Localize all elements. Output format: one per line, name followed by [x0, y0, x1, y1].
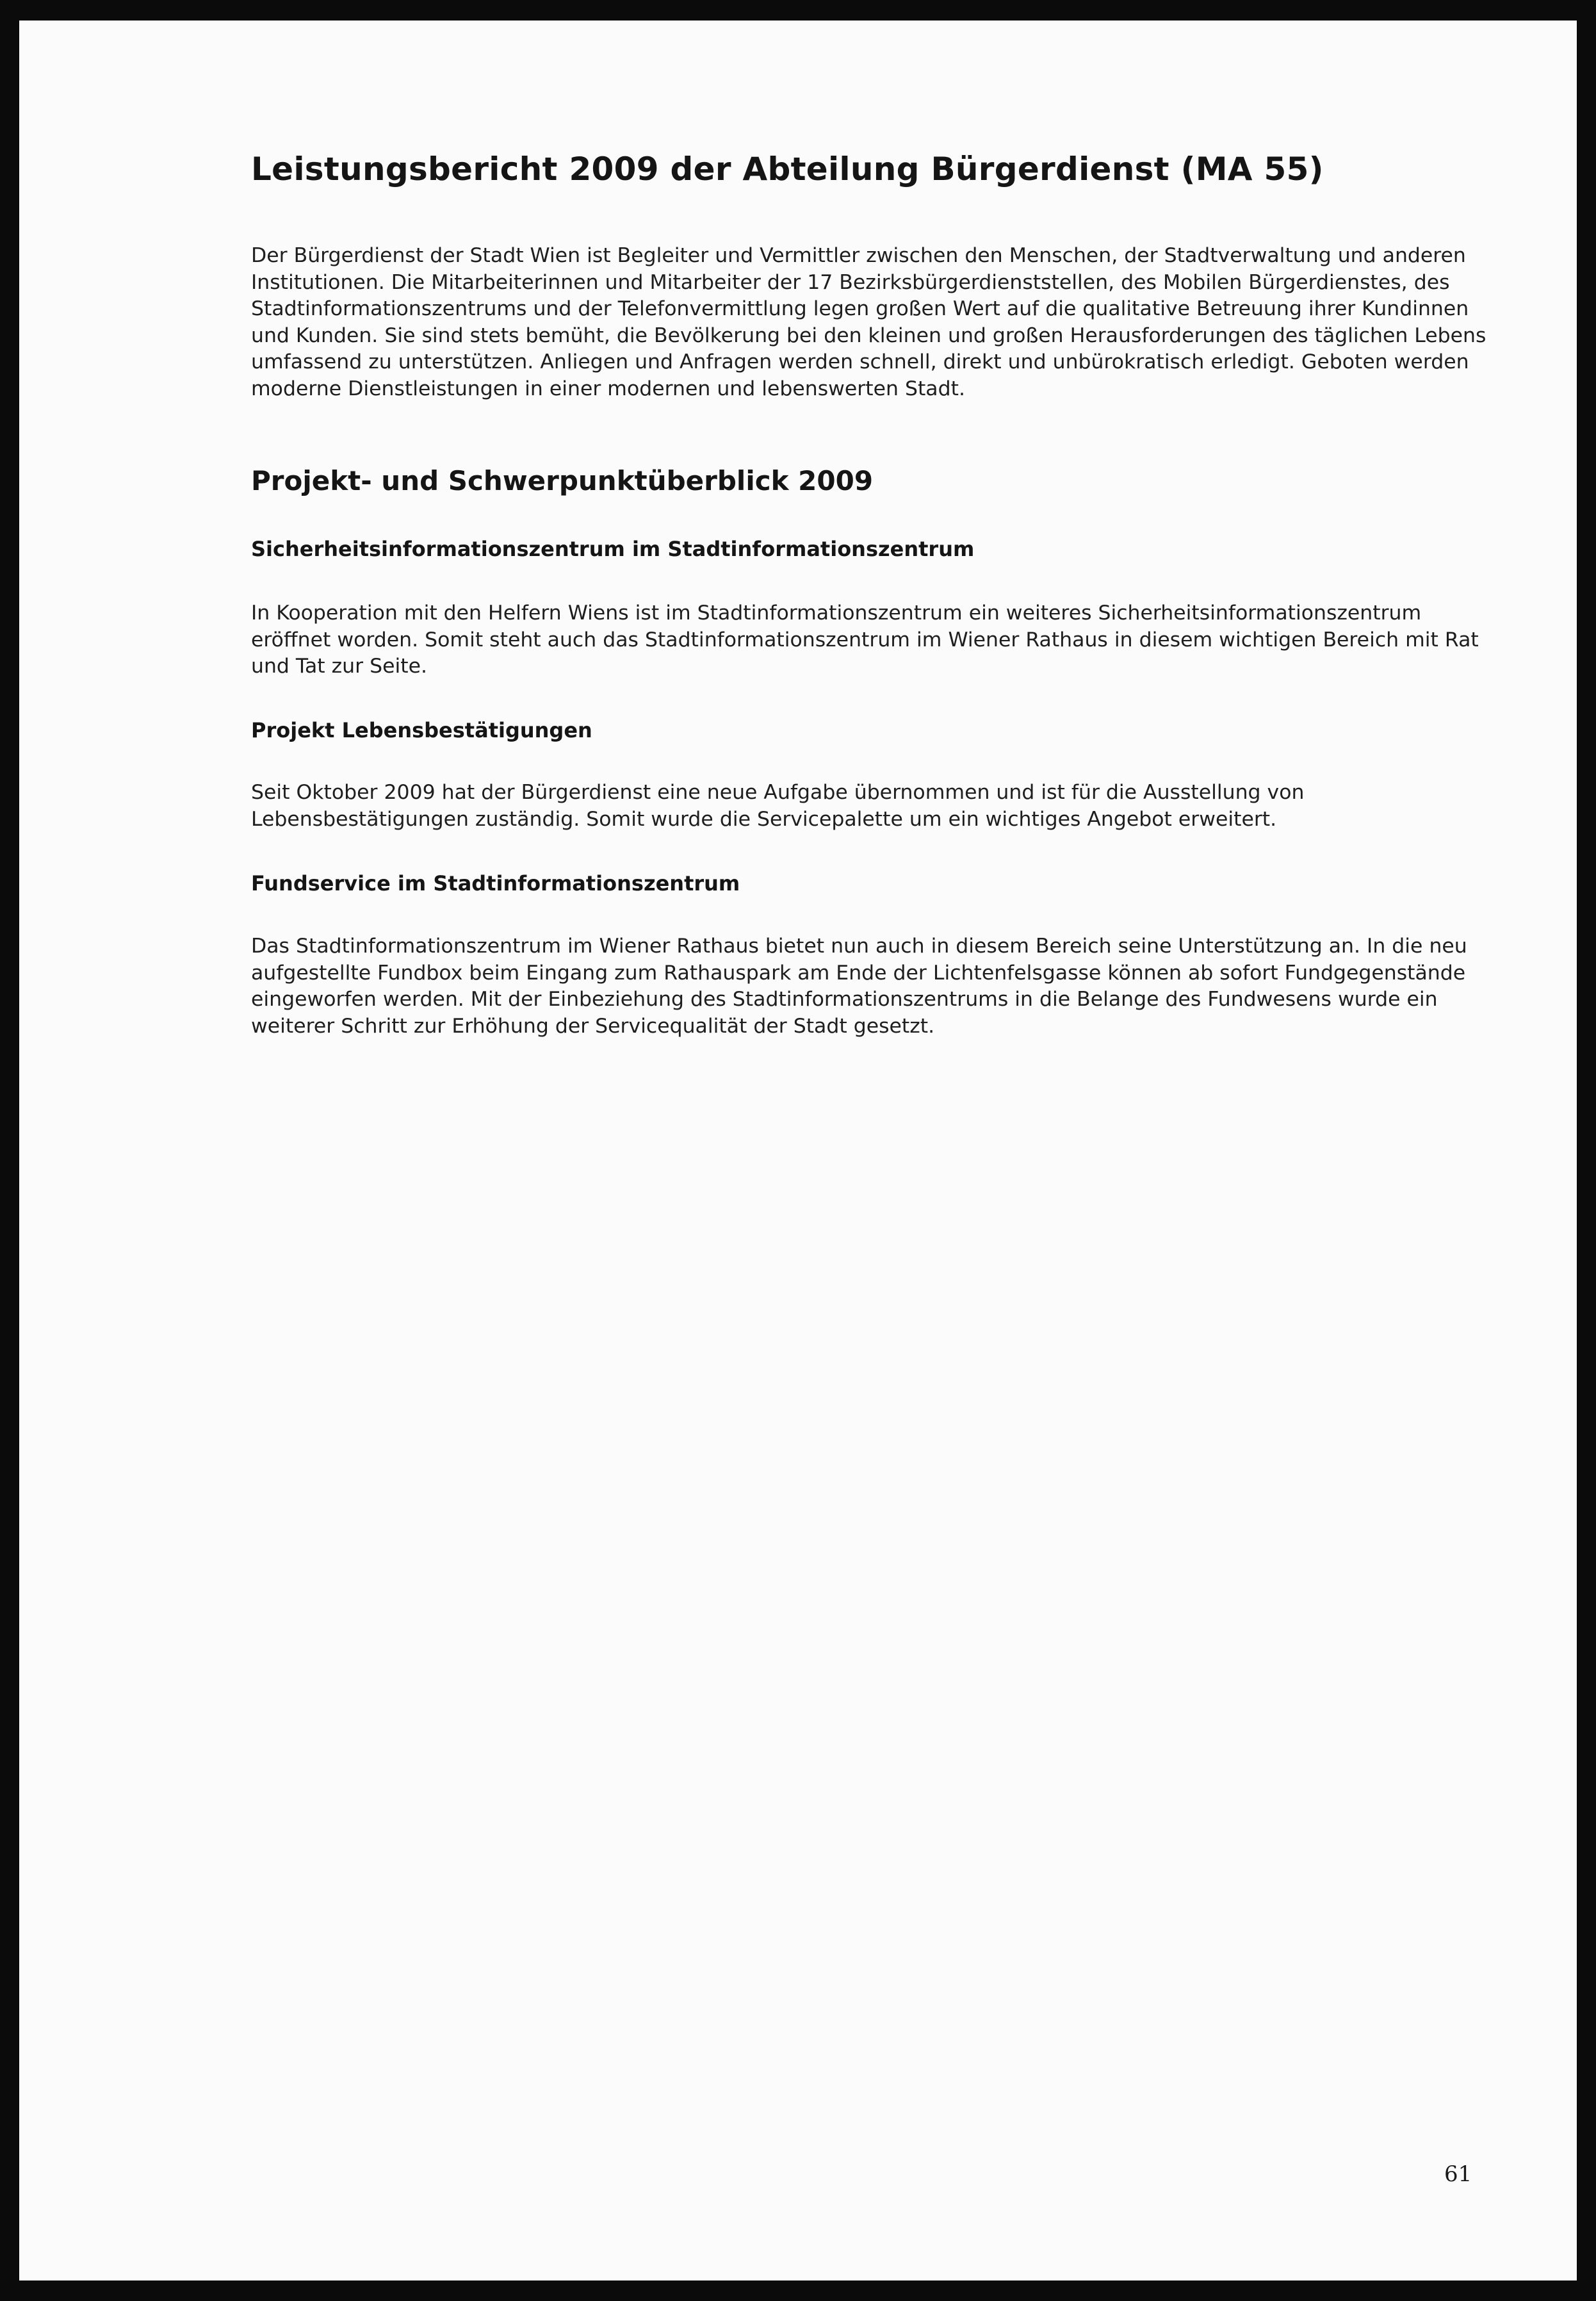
- intro-paragraph: Der Bürgerdienst der Stadt Wien ist Begleiter und Vermittler zwischen den Menschen, der Stadtverwaltung und anderen Institutionen. Die Mitarbeiterinnen und Mitarbeiter der 17 Bezirksbürgerdienststellen, des Mobilen Bürgerdienstes, des Stadtinformationszentrums und der Telefonvermittlung legen großen Wert auf die qualitative Betreuung ihrer Kundinnen und Kunden. Sie sind stets bemüht, die Bevölkerung bei den kleinen und großen Herausforderungen des täglichen Lebens umfassend zu unterstützen. Anliegen und Anfragen werden schnell, direkt und unbürokratisch erledigt. Geboten werden moderne Dienstleistungen in einer modernen und lebenswerten Stadt.: [251, 244, 1486, 400]
- document-page: [19, 20, 1577, 2281]
- subsection-title-lost-and-found: Fundservice im Stadtinformationszentrum: [251, 871, 740, 896]
- subsection-title-security-info: Sicherheitsinformationszentrum im Stadtinformationszentrum: [251, 537, 975, 561]
- subsection-text-security-info: In Kooperation mit den Helfern Wiens ist im Stadtinformationszentrum ein weiteres Sicherheitsinformationszentrum eröffnet worden. Somit steht auch das Stadtinformationszentrum im Wiener Rathaus in diesem wichtigen Bereich mit Rat und Tat zur Seite.: [251, 602, 1479, 678]
- subsection-text-life-certificates: Seit Oktober 2009 hat der Bürgerdienst eine neue Aufgabe übernommen und ist für die Ausstellung von Lebensbestätigungen zuständig. Somit wurde die Servicepalette um ein wichtiges Angebot erweitert.: [251, 781, 1305, 831]
- subsection-text-lost-and-found: Das Stadtinformationszentrum im Wiener Rathaus bietet nun auch in diesem Bereich seine Unterstützung an. In die neu aufgestellte Fundbox beim Eingang zum Rathauspark am Ende der Lichtenfelsgasse können ab sofort Fundgegenstände eingeworfen werden. Mit der Einbeziehung des Stadtinformationszentrums in die Belange des Fundwesens wurde ein weiterer Schritt zur Erhöhung der Servicequalität der Stadt gesetzt.: [251, 935, 1467, 1038]
- subsection-title-life-certificates: Projekt Lebensbestätigungen: [251, 718, 592, 742]
- section-title: Projekt- und Schwerpunktüberblick 2009: [251, 465, 874, 496]
- page-title: Leistungsbericht 2009 der Abteilung Bürgerdienst (MA 55): [251, 151, 1324, 188]
- page-number: 61: [1444, 2161, 1472, 2187]
